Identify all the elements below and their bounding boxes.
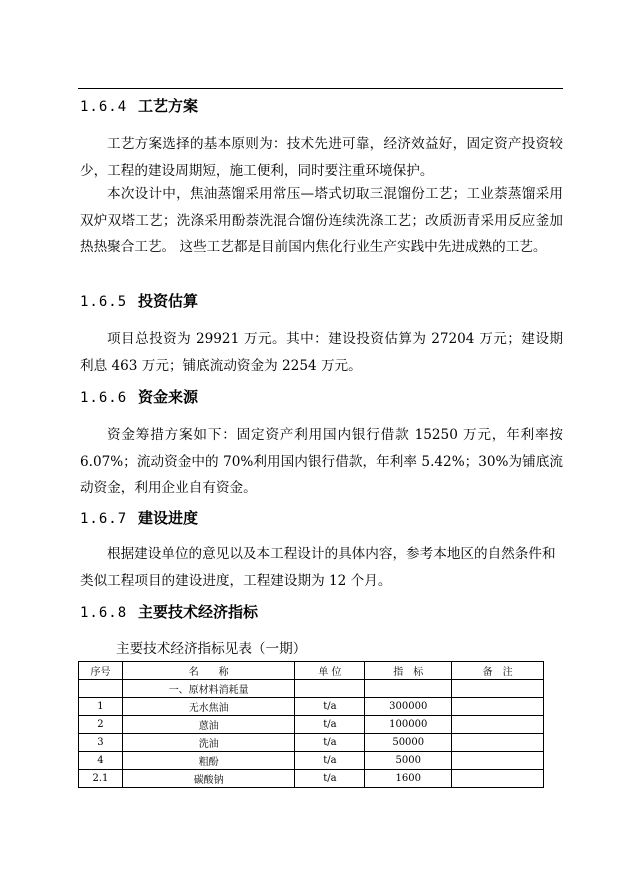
section-title: 主要技术经济指标 bbox=[138, 603, 259, 621]
table-cell bbox=[79, 680, 123, 698]
header-unit: 单 位 bbox=[295, 662, 365, 680]
section-number: 1.6.4 bbox=[80, 99, 128, 115]
header-seq: 序号 bbox=[79, 662, 123, 680]
table-row bbox=[79, 698, 544, 716]
table-row bbox=[79, 752, 544, 770]
cell-unit: t/a bbox=[295, 752, 365, 770]
cell-remark bbox=[452, 716, 544, 734]
cell-seq: 3 bbox=[79, 734, 123, 752]
table-caption: 主要技术经济指标见表（一期） bbox=[116, 641, 307, 657]
cell-index: 50000 bbox=[365, 734, 452, 752]
paragraph: 本次设计中，焦油蒸馏采用常压—塔式切取三混馏份工艺；工业萘蒸馏采用双炉双塔工艺；洗涤采用酚萘洗混合馏份连续洗涤工艺；改质沥青采用反应釜加热热聚合工艺。 这些工艺都是目前国内焦化行业生产实践中先进成熟的工艺。 bbox=[80, 186, 563, 256]
section-title: 投资估算 bbox=[138, 292, 199, 310]
section-number: 1.6.8 bbox=[80, 605, 128, 621]
cell-unit: t/a bbox=[295, 770, 365, 788]
table-cell bbox=[295, 680, 365, 698]
section-heading-process bbox=[80, 95, 198, 117]
table-cell bbox=[365, 680, 452, 698]
cell-unit: t/a bbox=[295, 698, 365, 716]
cell-index: 5000 bbox=[365, 752, 452, 770]
paragraph: 工艺方案选择的基本原则为：技术先进可靠，经济效益好，固定资产投资较少，工程的建设周期短，施工便利，同时要注重环境保护。 bbox=[80, 136, 563, 179]
cell-name: 碳酸钠 bbox=[122, 770, 295, 788]
cell-remark bbox=[452, 698, 544, 716]
section-heading-investment bbox=[80, 290, 198, 312]
paragraph: 根据建设单位的意见以及本工程设计的具体内容，参考本地区的自然条件和类似工程项目的建设进度，工程建设期为 12 个月。 bbox=[80, 546, 556, 589]
paragraph: 资金筹措方案如下：固定资产利用国内银行借款 15250 万元，年利率按 6.07%；流动资金中的 70%利用国内银行借款，年利率 5.42%；30%为铺底流动资金，利用企业自有资金。 bbox=[80, 427, 563, 497]
cell-name: 粗酚 bbox=[122, 752, 295, 770]
table-cell bbox=[452, 680, 544, 698]
cell-remark bbox=[452, 770, 544, 788]
section-title: 建设进度 bbox=[138, 509, 199, 527]
cell-name: 洗油 bbox=[122, 734, 295, 752]
indicator-table bbox=[78, 661, 544, 788]
paragraph: 项目总投资为 29921 万元。其中：建设投资估算为 27204 万元；建设期利息 463 万元；铺底流动资金为 2254 万元。 bbox=[80, 331, 563, 374]
cell-seq: 2.1 bbox=[79, 770, 123, 788]
cell-remark bbox=[452, 752, 544, 770]
section-title: 工艺方案 bbox=[138, 97, 199, 115]
table-row bbox=[79, 716, 544, 734]
section-number: 1.6.5 bbox=[80, 294, 128, 310]
table-group-row bbox=[79, 680, 544, 698]
cell-unit: t/a bbox=[295, 716, 365, 734]
cell-seq: 1 bbox=[79, 698, 123, 716]
cell-index: 1600 bbox=[365, 770, 452, 788]
header-remark: 备 注 bbox=[452, 662, 544, 680]
group-label: 一、原材料消耗量 bbox=[122, 680, 295, 698]
cell-unit: t/a bbox=[295, 734, 365, 752]
section-heading-funding bbox=[80, 386, 198, 408]
section-heading-schedule bbox=[80, 507, 198, 529]
table-row bbox=[79, 734, 544, 752]
header-name: 名 称 bbox=[122, 662, 295, 680]
section-heading-indicators bbox=[80, 601, 258, 623]
cell-name: 蒽油 bbox=[122, 716, 295, 734]
cell-index: 300000 bbox=[365, 698, 452, 716]
table-row bbox=[79, 770, 544, 788]
cell-seq: 4 bbox=[79, 752, 123, 770]
section-title: 资金来源 bbox=[138, 388, 199, 406]
table-header-row bbox=[79, 662, 544, 680]
cell-name: 无水焦油 bbox=[122, 698, 295, 716]
section-number: 1.6.7 bbox=[80, 511, 128, 527]
section-number: 1.6.6 bbox=[80, 390, 128, 406]
cell-seq: 2 bbox=[79, 716, 123, 734]
header-rule bbox=[78, 88, 563, 89]
cell-index: 100000 bbox=[365, 716, 452, 734]
header-index: 指 标 bbox=[365, 662, 452, 680]
cell-remark bbox=[452, 734, 544, 752]
